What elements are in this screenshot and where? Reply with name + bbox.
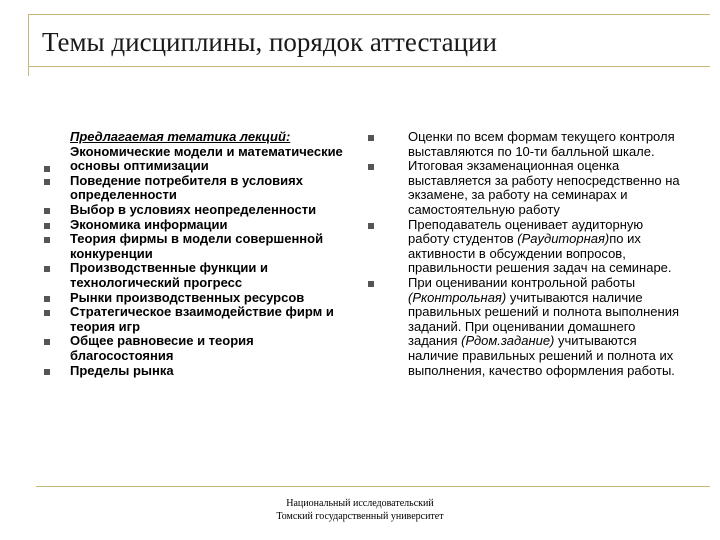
square-bullet-icon bbox=[368, 164, 374, 170]
list-item: Экономические модели и математические основы оптимизации bbox=[44, 145, 344, 174]
square-bullet-icon bbox=[44, 266, 50, 272]
list-item: Оценки по всем формам текущего контроля выставляются по 10-ти балльной шкале. bbox=[368, 130, 688, 159]
square-bullet-icon bbox=[44, 369, 50, 375]
list-item: Теория фирмы в модели совершенной конкуренции bbox=[44, 232, 344, 261]
lecture-topics-heading: Предлагаемая тематика лекций: bbox=[70, 129, 291, 144]
square-bullet-icon bbox=[368, 135, 374, 141]
list-item: Общее равновесие и теория благосостояния bbox=[44, 334, 344, 363]
frame-top-line bbox=[28, 14, 710, 15]
square-bullet-icon bbox=[44, 310, 50, 316]
title-rule bbox=[28, 66, 710, 67]
square-bullet-icon bbox=[368, 281, 374, 287]
footer-line-1: Национальный исследовательский bbox=[286, 498, 434, 509]
list-item: Преподаватель оценивает аудиторную работу студентов (Рaудиторная)по их активности в обсуждении вопросов, правильности решения задач на семинаре. bbox=[368, 218, 688, 276]
square-bullet-icon bbox=[44, 237, 50, 243]
list-item: Рынки производственных ресурсов bbox=[44, 291, 344, 306]
list-item: Поведение потребителя в условиях определенности bbox=[44, 174, 344, 203]
list-item: Стратегическое взаимодействие фирм и теория игр bbox=[44, 305, 344, 334]
square-bullet-icon bbox=[44, 339, 50, 345]
square-bullet-icon bbox=[44, 179, 50, 185]
list-item: Итоговая экзаменационная оценка выставляется за работу непосредственно на экзамене, за работу на семинарах и самостоятельную работу bbox=[368, 159, 688, 217]
footer-rule bbox=[36, 486, 710, 487]
square-bullet-icon bbox=[368, 223, 374, 229]
square-bullet-icon bbox=[44, 296, 50, 302]
footer-line-2: Томский государственный университет bbox=[276, 511, 444, 522]
list-item: Производственные функции и технологический прогресс bbox=[44, 261, 344, 290]
lecture-topics-column bbox=[44, 130, 344, 378]
square-bullet-icon bbox=[44, 223, 50, 229]
slide-title: Темы дисциплины, порядок аттестации bbox=[42, 27, 497, 57]
list-item: Экономика информации bbox=[44, 218, 344, 233]
list-item: Выбор в условиях неопределенности bbox=[44, 203, 344, 218]
list-item: При оценивании контрольной работы (Ркoнтрольная) учитываются наличие правильных решений и полнота выполнения заданий. При оценивании домашнего задания (Рдом.задание) учитываются наличие правильных решений и полнота их выполнения, качество оформления работы. bbox=[368, 276, 688, 378]
square-bullet-icon bbox=[44, 208, 50, 214]
list-item: Пределы рынка bbox=[44, 364, 344, 379]
assessment-column bbox=[368, 130, 688, 378]
square-bullet-icon bbox=[44, 166, 50, 172]
